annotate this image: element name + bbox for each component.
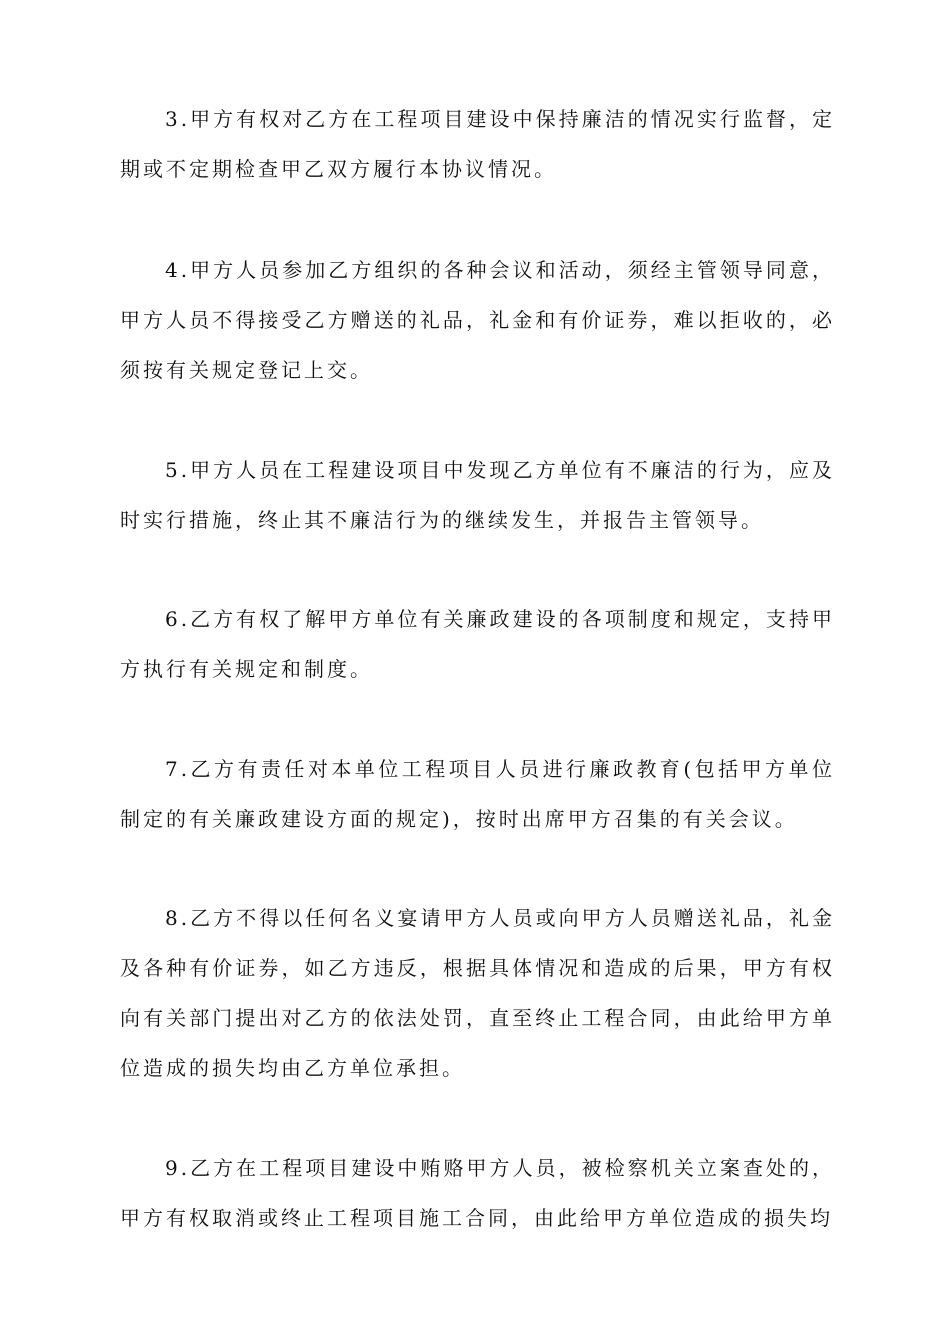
clause-3: 3.甲方有权对乙方在工程项目建设中保持廉洁的情况实行监督，定期或不定期检查甲乙双方履行本协议情况。: [120, 107, 835, 181]
clause-6: 6.乙方有权了解甲方单位有关廉政建设的各项制度和规定，支持甲方执行有关规定和制度。: [120, 607, 835, 681]
clause-7: 7.乙方有责任对本单位工程项目人员进行廉政教育(包括甲方单位制定的有关廉政建设方面的规定)，按时出席甲方召集的有关会议。: [120, 757, 835, 831]
clause-8: 8.乙方不得以任何名义宴请甲方人员或向甲方人员赠送礼品，礼金及各种有价证券，如乙方违反，根据具体情况和造成的后果，甲方有权向有关部门提出对乙方的依法处罚，直至终止工程合同，由此给甲方单位造成的损失均由乙方单位承担。: [120, 906, 835, 1080]
clause-9: 9.乙方在工程项目建设中贿赂甲方人员，被检察机关立案查处的，甲方有权取消或终止工程项目施工合同，由此给甲方单位造成的损失均: [120, 1156, 835, 1230]
clause-4: 4.甲方人员参加乙方组织的各种会议和活动，须经主管领导同意，甲方人员不得接受乙方赠送的礼品，礼金和有价证券，难以拒收的，必须按有关规定登记上交。: [120, 258, 835, 382]
clause-5: 5.甲方人员在工程建设项目中发现乙方单位有不廉洁的行为，应及时实行措施，终止其不廉洁行为的继续发生，并报告主管领导。: [120, 458, 835, 532]
